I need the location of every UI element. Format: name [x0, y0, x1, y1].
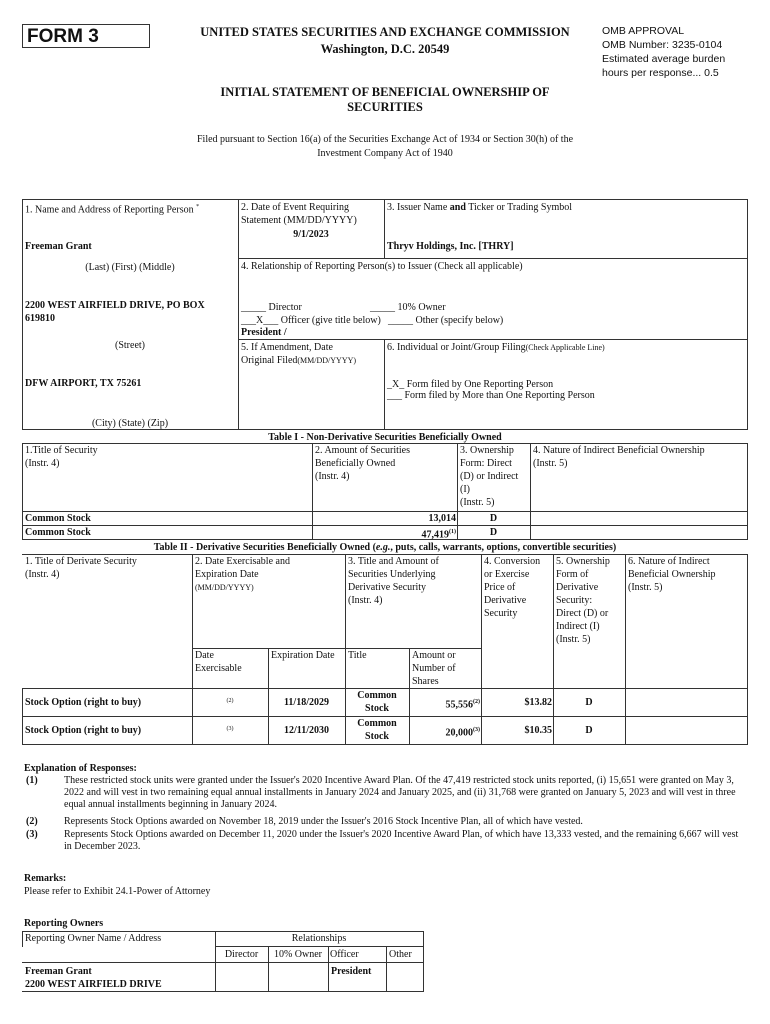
t1-row2-amount: 47,419$^{(1)}$ — [421, 529, 456, 541]
note-1-num: (1) — [26, 775, 38, 786]
t1-col1-header: 1.Title of Security (Instr. 4) — [25, 445, 98, 469]
owners-col-director: Director — [224, 949, 259, 960]
t2-row2-price: $10.35 — [524, 725, 552, 736]
filing-more-persons[interactable]: ___ Form filed by More than One Reporting Person — [387, 390, 595, 401]
ten-percent-owner-checkbox[interactable]: _____ 10% Owner — [370, 302, 446, 313]
t1-col4-header: 4. Nature of Indirect Beneficial Ownership (Instr. 5) — [533, 445, 705, 469]
grid-line — [22, 962, 424, 963]
omb-burden-value: 0.5 — [704, 67, 719, 79]
filing-one-person[interactable]: _X_ Form filed by One Reporting Person — [387, 379, 554, 390]
grid-line — [22, 931, 23, 947]
owners-col-officer: Officer — [330, 949, 359, 960]
grid-line — [747, 199, 748, 430]
t2-row1-title: Stock Option (right to buy) — [25, 697, 142, 708]
agency-location: Washington, D.C. 20549 — [320, 42, 450, 56]
omb-title: OMB APPROVAL — [602, 25, 685, 37]
remarks-title: Remarks: — [24, 873, 67, 884]
t2-col3-header: 3. Title and Amount of Securities Underlying Derivative Security (Instr. 4) — [348, 556, 439, 606]
box2-label-2: Statement (MM/DD/YYYY) — [241, 215, 357, 226]
t2-row1-form: D — [585, 697, 593, 708]
owners-col-relationships: Relationships — [291, 933, 347, 944]
owner-address: 2200 WEST AIRFIELD DRIVE — [25, 979, 162, 990]
t2-row1-price: $13.82 — [524, 697, 552, 708]
grid-line — [22, 199, 23, 430]
t2-row1-expiration: 11/18/2029 — [283, 697, 329, 708]
grid-line — [22, 688, 23, 744]
t1-row1-amount: 13,014 — [428, 513, 456, 524]
note-2-text: Represents Stock Options awarded on November 18, 2019 under the Issuer's 2016 Stock Incentive Plan, all of which have vested. — [64, 816, 583, 827]
city-hint: (City) (State) (Zip) — [91, 418, 169, 429]
box5-label-1: 5. If Amendment, Date — [241, 342, 333, 353]
grid-line — [481, 554, 482, 744]
box3-label: 3. Issuer Name and Ticker or Trading Symbol — [387, 202, 573, 213]
box2-label-1: 2. Date of Event Requiring — [241, 202, 350, 213]
agency-name: UNITED STATES SECURITIES AND EXCHANGE COMMISSION — [200, 25, 570, 39]
owners-col-ten-pct: 10% Owner — [273, 949, 323, 960]
note-3-num: (3) — [26, 829, 38, 840]
grid-line — [215, 946, 424, 947]
owner-officer-title: President — [331, 966, 372, 977]
omb-number: OMB Number: 3235-0104 — [602, 39, 723, 51]
note-1-text: These restricted stock units were granted under the Issuer's 2020 Incentive Award Plan. Of the 47,419 restricted stock units reported, (i) 15,651 were granted on May 3, 2022 and will vest in two remaining equal annual installments in January 2024 and January 2025, and (ii) 31,768 were granted on January 5, 2023 and will vest in three equal annual installments beginning in January 2024. — [64, 775, 736, 810]
reporting-person-street: 2200 WEST AIRFIELD DRIVE, PO BOX — [25, 300, 205, 311]
table1-title: Table I - Non-Derivative Securities Beneficially Owned — [268, 432, 502, 443]
statement-title-1: INITIAL STATEMENT OF BENEFICIAL OWNERSHIP OF — [220, 85, 550, 99]
officer-checkbox[interactable]: ___X___ Officer (give title below) — [241, 315, 381, 326]
t2-row2-form: D — [585, 725, 593, 736]
omb-burden-2: hours per response... 0.5 — [602, 67, 719, 79]
street-hint: (Street) — [115, 340, 145, 351]
name-hint: (Last) (First) (Middle) — [85, 262, 175, 273]
t2-col6-header: 6. Nature of Indirect Beneficial Ownership (Instr. 5) — [628, 556, 716, 593]
explanation-title: Explanation of Responses: — [24, 763, 137, 774]
t1-col3-header: 3. Ownership Form: Direct (D) or Indirect (I) (Instr. 5) — [460, 445, 519, 508]
box4-label: 4. Relationship of Reporting Person(s) to Issuer (Check all applicable) — [241, 261, 523, 272]
form-label-box — [22, 24, 150, 48]
t2-sub-title: Title — [348, 650, 367, 661]
t2-row2-expiration: 12/11/2030 — [283, 725, 329, 736]
owners-col-name: Reporting Owner Name / Address — [25, 933, 162, 944]
omb-approval — [602, 24, 762, 80]
owners-col-other: Other — [389, 949, 412, 960]
t2-row2-title: Stock Option (right to buy) — [25, 725, 142, 736]
grid-line — [328, 946, 329, 991]
director-checkbox[interactable]: _____ Director — [241, 302, 302, 313]
t2-row1-exercisable: (2) — [226, 698, 234, 704]
t2-sub-expiration: Expiration Date — [271, 650, 335, 661]
t1-row2-title: Common Stock — [25, 527, 91, 538]
grid-line — [747, 443, 748, 539]
t2-col1-header: 1. Title of Derivate Security (Instr. 4) — [25, 556, 137, 580]
table2-title: Table II - Derivative Securities Beneficially Owned (e.g., puts, calls, warrants, options, convertible securities) — [153, 542, 617, 553]
grid-line — [384, 199, 385, 259]
t1-row1-title: Common Stock — [25, 513, 91, 524]
omb-burden-1: Estimated average burden — [602, 53, 726, 65]
t2-row1-underlying-title: Common Stock — [357, 690, 397, 714]
officer-title: President / — [241, 327, 287, 338]
grid-line — [423, 931, 424, 991]
filed-pursuant-1: Filed pursuant to Section 16(a) of the Securities Exchange Act of 1934 or Section 30(h) of the — [196, 134, 574, 145]
reporting-person-name: Freeman Grant — [25, 241, 92, 252]
grid-line — [192, 554, 193, 744]
grid-line — [345, 554, 346, 744]
t2-sub-date-exercisable: Date Exercisable — [195, 650, 242, 674]
box1-label: 1. Name and Address of Reporting Person * — [25, 204, 200, 216]
reporting-owners-title: Reporting Owners — [24, 918, 104, 929]
grid-line — [22, 744, 748, 745]
grid-line — [747, 554, 748, 744]
grid-line — [386, 946, 387, 991]
t2-row2-underlying-title: Common Stock — [357, 718, 397, 742]
statement-title-2: SECURITIES — [347, 100, 423, 114]
issuer-name: Thryv Holdings, Inc. [THRY] — [387, 241, 514, 252]
filed-pursuant-2: Investment Company Act of 1940 — [317, 148, 453, 159]
grid-line — [22, 991, 424, 992]
form-label: FORM 3 — [27, 26, 99, 47]
note-3-text: Represents Stock Options awarded on December 11, 2020 under the Issuer's 2020 Incentive Award Plan, of which have 13,333 vested, and the remaining 6,667 will vest in December 2023. — [64, 829, 739, 852]
t2-col5-header: 5. Ownership Form of Derivative Security: Direct (D) or Indirect (I) (Instr. 5) — [556, 556, 610, 645]
t1-col2-header: 2. Amount of Securities Beneficially Owned (Instr. 4) — [315, 445, 410, 482]
t2-col4-header: 4. Conversion or Exercise Price of Derivative Security — [484, 556, 541, 619]
grid-line — [553, 554, 554, 744]
remarks-text: Please refer to Exhibit 24.1-Power of Attorney — [24, 886, 211, 897]
grid-line — [22, 199, 748, 200]
grid-line — [384, 339, 385, 430]
t2-row2-amount: 20,000$^{(3)}$ — [445, 727, 480, 739]
grid-line — [625, 554, 626, 744]
t2-row2-exercisable: (3) — [226, 726, 234, 732]
t2-row1-amount: 55,556$^{(2)}$ — [445, 699, 480, 711]
reporting-person-city: DFW AIRPORT, TX 75261 — [25, 378, 142, 389]
other-checkbox[interactable]: _____ Other (specify below) — [388, 315, 504, 326]
owner-name: Freeman Grant — [25, 966, 92, 977]
t2-col2-header: 2. Date Exercisable and Expiration Date (MM/DD/YYYY) — [195, 556, 290, 592]
grid-line — [22, 443, 23, 539]
grid-line — [530, 443, 531, 539]
t2-sub-amount: Amount or Number of Shares — [412, 650, 456, 687]
note-2-num: (2) — [26, 816, 38, 827]
reporting-person-street-2: 619810 — [25, 313, 55, 324]
grid-line — [238, 339, 748, 340]
box6-label: 6. Individual or Joint/Group Filing(Check Applicable Line) — [387, 342, 605, 353]
event-date: 9/1/2023 — [293, 229, 329, 240]
t1-row2-form: D — [489, 527, 498, 538]
grid-line — [238, 258, 748, 259]
box5-label-2: Original Filed(MM/DD/YYYY) — [241, 355, 357, 366]
t1-row1-form: D — [489, 513, 498, 524]
